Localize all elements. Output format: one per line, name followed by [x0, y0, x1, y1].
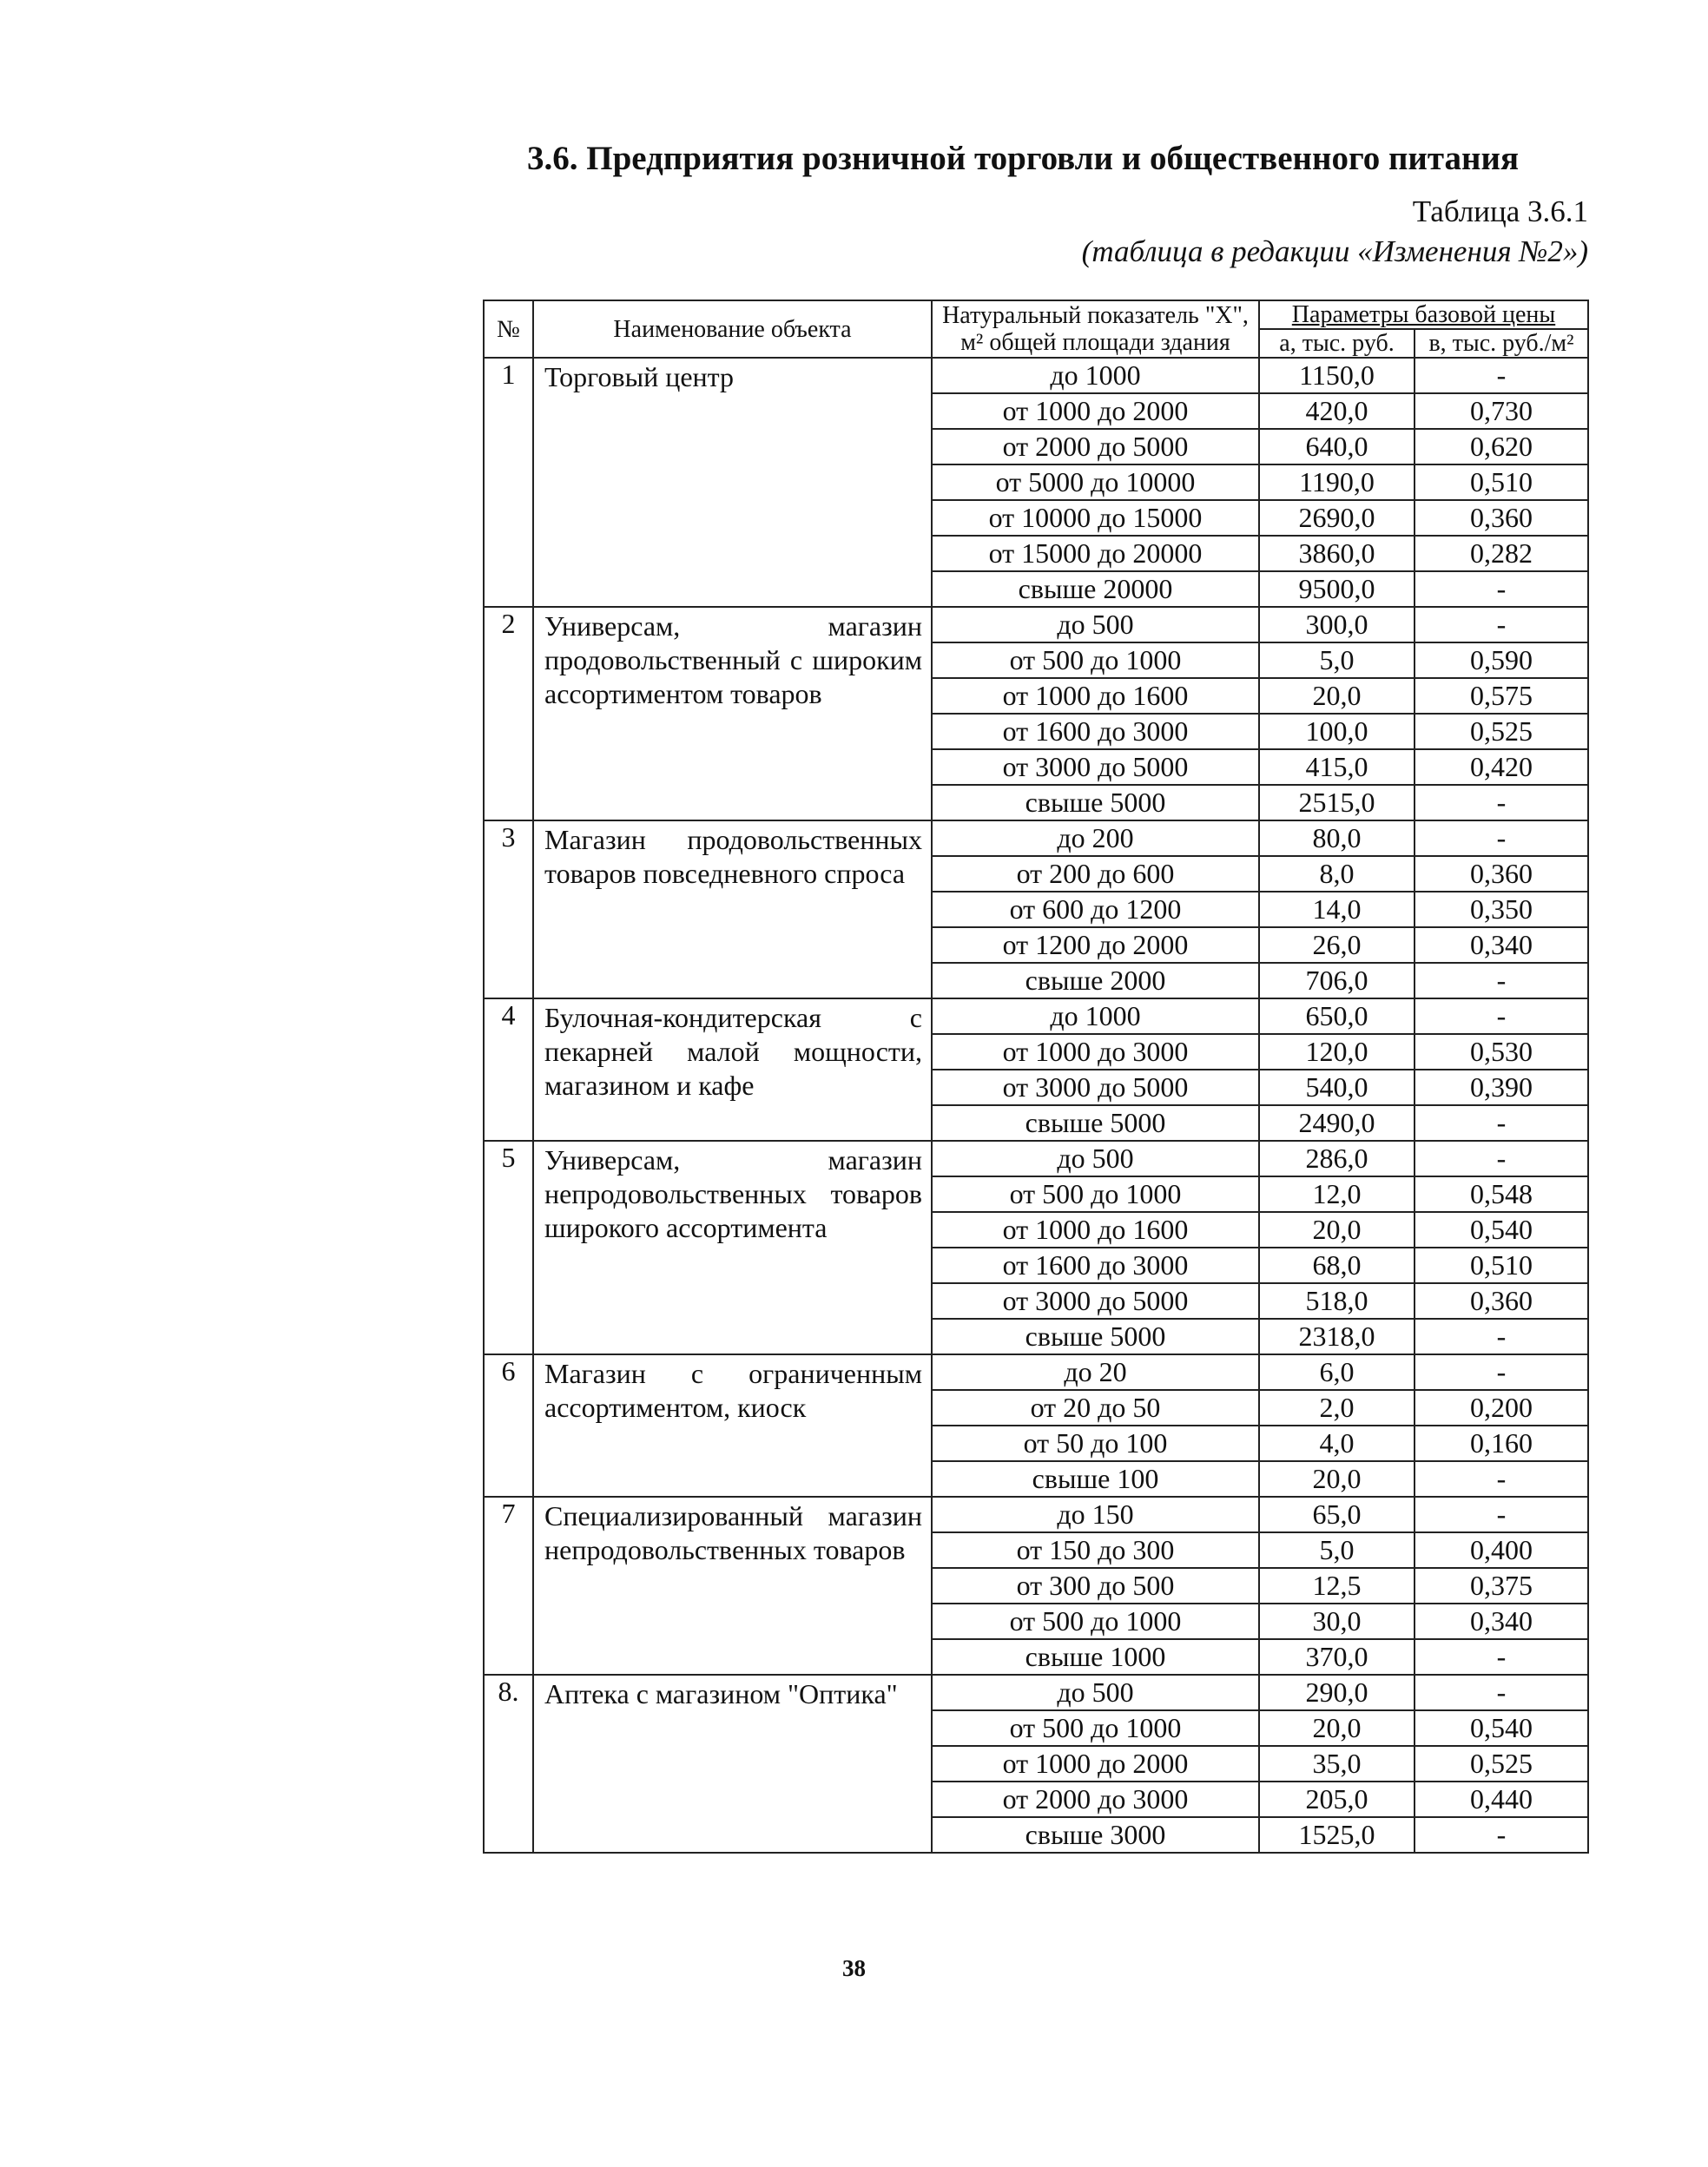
indicator-range: до 500	[932, 1675, 1259, 1710]
param-b-value: -	[1415, 1497, 1588, 1532]
indicator-range: от 20 до 50	[932, 1390, 1259, 1426]
param-a-value: 1525,0	[1259, 1817, 1415, 1853]
param-a-value: 4,0	[1259, 1426, 1415, 1461]
param-b-value: 0,200	[1415, 1390, 1588, 1426]
param-a-value: 120,0	[1259, 1034, 1415, 1070]
object-number: 8.	[484, 1675, 533, 1853]
param-a-value: 420,0	[1259, 393, 1415, 429]
page-number: 38	[842, 1955, 866, 1981]
param-a-value: 80,0	[1259, 820, 1415, 856]
indicator-range: от 1600 до 3000	[932, 1248, 1259, 1283]
header-indicator: Натуральный показатель "X", м² общей площади здания	[932, 300, 1259, 358]
param-b-value: -	[1415, 1141, 1588, 1176]
param-b-value: 0,282	[1415, 536, 1588, 571]
table-label: Таблица 3.6.1	[1412, 194, 1588, 228]
object-name: Магазин с ограниченным ассортиментом, киоск	[533, 1354, 932, 1497]
object-number: 3	[484, 820, 533, 998]
table-row	[484, 358, 1588, 393]
param-b-value: -	[1415, 571, 1588, 607]
indicator-range: от 3000 до 5000	[932, 1283, 1259, 1319]
param-b-value: -	[1415, 1354, 1588, 1390]
indicator-range: от 1000 до 1600	[932, 678, 1259, 714]
param-b-value: 0,340	[1415, 927, 1588, 963]
param-a-value: 2690,0	[1259, 500, 1415, 536]
indicator-range: от 1600 до 3000	[932, 714, 1259, 749]
header-a: а, тыс. руб.	[1259, 329, 1415, 358]
param-a-value: 2318,0	[1259, 1319, 1415, 1354]
param-a-value: 205,0	[1259, 1782, 1415, 1817]
param-b-value: -	[1415, 1675, 1588, 1710]
param-a-value: 26,0	[1259, 927, 1415, 963]
param-a-value: 20,0	[1259, 1710, 1415, 1746]
param-b-value: 0,730	[1415, 393, 1588, 429]
object-number: 2	[484, 607, 533, 820]
param-a-value: 640,0	[1259, 429, 1415, 464]
indicator-range: от 3000 до 5000	[932, 749, 1259, 785]
param-b-value: 0,420	[1415, 749, 1588, 785]
indicator-range: от 500 до 1000	[932, 642, 1259, 678]
param-a-value: 68,0	[1259, 1248, 1415, 1283]
header-name: Наименование объекта	[533, 300, 932, 358]
param-b-value: 0,530	[1415, 1034, 1588, 1070]
indicator-range: от 10000 до 15000	[932, 500, 1259, 536]
param-a-value: 1190,0	[1259, 464, 1415, 500]
indicator-range: от 1000 до 2000	[932, 1746, 1259, 1782]
object-name: Универсам, магазин непродовольственных товаров широкого ассортимента	[533, 1141, 932, 1354]
indicator-range: от 15000 до 20000	[932, 536, 1259, 571]
indicator-range: от 5000 до 10000	[932, 464, 1259, 500]
indicator-range: свыше 5000	[932, 785, 1259, 820]
indicator-range: от 500 до 1000	[932, 1710, 1259, 1746]
param-b-value: 0,510	[1415, 1248, 1588, 1283]
param-b-value: 0,400	[1415, 1532, 1588, 1568]
param-a-value: 100,0	[1259, 714, 1415, 749]
object-number: 7	[484, 1497, 533, 1675]
param-a-value: 518,0	[1259, 1283, 1415, 1319]
param-b-value: 0,525	[1415, 714, 1588, 749]
param-a-value: 540,0	[1259, 1070, 1415, 1105]
indicator-range: свыше 3000	[932, 1817, 1259, 1853]
param-a-value: 5,0	[1259, 1532, 1415, 1568]
param-a-value: 12,0	[1259, 1176, 1415, 1212]
page-title: 3.6. Предприятия розничной торговли и общественного питания	[527, 140, 1520, 177]
param-b-value: 0,575	[1415, 678, 1588, 714]
param-b-value: -	[1415, 607, 1588, 642]
param-a-value: 3860,0	[1259, 536, 1415, 571]
indicator-range: от 3000 до 5000	[932, 1070, 1259, 1105]
param-b-value: 0,350	[1415, 892, 1588, 927]
indicator-range: от 1000 до 1600	[932, 1212, 1259, 1248]
param-b-value: 0,540	[1415, 1710, 1588, 1746]
table-row	[484, 998, 1588, 1034]
param-b-value: 0,360	[1415, 500, 1588, 536]
param-a-value: 65,0	[1259, 1497, 1415, 1532]
indicator-range: от 1000 до 2000	[932, 393, 1259, 429]
param-a-value: 300,0	[1259, 607, 1415, 642]
table-body	[484, 358, 1588, 1853]
param-b-value: 0,360	[1415, 856, 1588, 892]
param-b-value: 0,440	[1415, 1782, 1588, 1817]
indicator-range: свыше 20000	[932, 571, 1259, 607]
indicator-range: свыше 100	[932, 1461, 1259, 1497]
indicator-range: от 500 до 1000	[932, 1604, 1259, 1639]
indicator-range: от 200 до 600	[932, 856, 1259, 892]
indicator-range: от 2000 до 5000	[932, 429, 1259, 464]
param-b-value: 0,548	[1415, 1176, 1588, 1212]
param-b-value: -	[1415, 358, 1588, 393]
param-a-value: 286,0	[1259, 1141, 1415, 1176]
param-a-value: 2,0	[1259, 1390, 1415, 1426]
indicator-range: свыше 1000	[932, 1639, 1259, 1675]
param-b-value: 0,525	[1415, 1746, 1588, 1782]
table-row	[484, 1675, 1588, 1710]
object-name: Универсам, магазин продовольственный с широким ассортиментом товаров	[533, 607, 932, 820]
param-a-value: 6,0	[1259, 1354, 1415, 1390]
param-b-value: 0,510	[1415, 464, 1588, 500]
param-b-value: 0,540	[1415, 1212, 1588, 1248]
param-a-value: 35,0	[1259, 1746, 1415, 1782]
indicator-range: от 1000 до 3000	[932, 1034, 1259, 1070]
table-row	[484, 607, 1588, 642]
indicator-range: от 1200 до 2000	[932, 927, 1259, 963]
indicator-range: свыше 5000	[932, 1319, 1259, 1354]
header-num: №	[484, 300, 533, 358]
price-parameters-table	[483, 300, 1589, 1854]
param-b-value: 0,360	[1415, 1283, 1588, 1319]
indicator-range: свыше 2000	[932, 963, 1259, 998]
param-a-value: 1150,0	[1259, 358, 1415, 393]
param-b-value: -	[1415, 963, 1588, 998]
param-a-value: 2515,0	[1259, 785, 1415, 820]
indicator-range: свыше 5000	[932, 1105, 1259, 1141]
table-row	[484, 820, 1588, 856]
table-row	[484, 1354, 1588, 1390]
param-a-value: 12,5	[1259, 1568, 1415, 1604]
param-a-value: 706,0	[1259, 963, 1415, 998]
table-row	[484, 1141, 1588, 1176]
indicator-range: до 20	[932, 1354, 1259, 1390]
param-a-value: 20,0	[1259, 678, 1415, 714]
param-a-value: 8,0	[1259, 856, 1415, 892]
param-a-value: 30,0	[1259, 1604, 1415, 1639]
header-params: Параметры базовой цены	[1259, 300, 1588, 329]
indicator-range: до 1000	[932, 358, 1259, 393]
object-name: Магазин продовольственных товаров повседневного спроса	[533, 820, 932, 998]
param-a-value: 9500,0	[1259, 571, 1415, 607]
object-number: 6	[484, 1354, 533, 1497]
indicator-range: от 150 до 300	[932, 1532, 1259, 1568]
indicator-range: до 500	[932, 1141, 1259, 1176]
param-b-value: 0,390	[1415, 1070, 1588, 1105]
object-name: Специализированный магазин непродовольственных товаров	[533, 1497, 932, 1675]
object-name: Торговый центр	[533, 358, 932, 607]
param-b-value: 0,160	[1415, 1426, 1588, 1461]
table-row	[484, 1497, 1588, 1532]
header-b: в, тыс. руб./м²	[1415, 329, 1588, 358]
param-a-value: 290,0	[1259, 1675, 1415, 1710]
indicator-range: от 2000 до 3000	[932, 1782, 1259, 1817]
indicator-range: от 50 до 100	[932, 1426, 1259, 1461]
indicator-range: до 1000	[932, 998, 1259, 1034]
table-edition-note: (таблица в редакции «Изменения №2»)	[1081, 234, 1588, 268]
indicator-range: до 500	[932, 607, 1259, 642]
param-b-value: -	[1415, 998, 1588, 1034]
object-name: Булочная-кондитерская с пекарней малой мощности, магазином и кафе	[533, 998, 932, 1141]
param-b-value: -	[1415, 820, 1588, 856]
param-a-value: 2490,0	[1259, 1105, 1415, 1141]
param-b-value: -	[1415, 1817, 1588, 1853]
object-number: 1	[484, 358, 533, 607]
param-b-value: 0,620	[1415, 429, 1588, 464]
param-b-value: 0,375	[1415, 1568, 1588, 1604]
param-a-value: 14,0	[1259, 892, 1415, 927]
object-number: 5	[484, 1141, 533, 1354]
table-header	[484, 300, 1588, 358]
param-a-value: 5,0	[1259, 642, 1415, 678]
param-b-value: -	[1415, 1319, 1588, 1354]
param-b-value: -	[1415, 1639, 1588, 1675]
param-a-value: 415,0	[1259, 749, 1415, 785]
param-a-value: 20,0	[1259, 1212, 1415, 1248]
param-b-value: -	[1415, 1105, 1588, 1141]
indicator-range: от 500 до 1000	[932, 1176, 1259, 1212]
indicator-range: до 150	[932, 1497, 1259, 1532]
param-b-value: 0,590	[1415, 642, 1588, 678]
param-b-value: -	[1415, 1461, 1588, 1497]
param-b-value: 0,340	[1415, 1604, 1588, 1639]
object-number: 4	[484, 998, 533, 1141]
indicator-range: от 600 до 1200	[932, 892, 1259, 927]
indicator-range: до 200	[932, 820, 1259, 856]
param-a-value: 20,0	[1259, 1461, 1415, 1497]
param-b-value: -	[1415, 785, 1588, 820]
param-a-value: 650,0	[1259, 998, 1415, 1034]
param-a-value: 370,0	[1259, 1639, 1415, 1675]
indicator-range: от 300 до 500	[932, 1568, 1259, 1604]
object-name: Аптека с магазином "Оптика"	[533, 1675, 932, 1853]
